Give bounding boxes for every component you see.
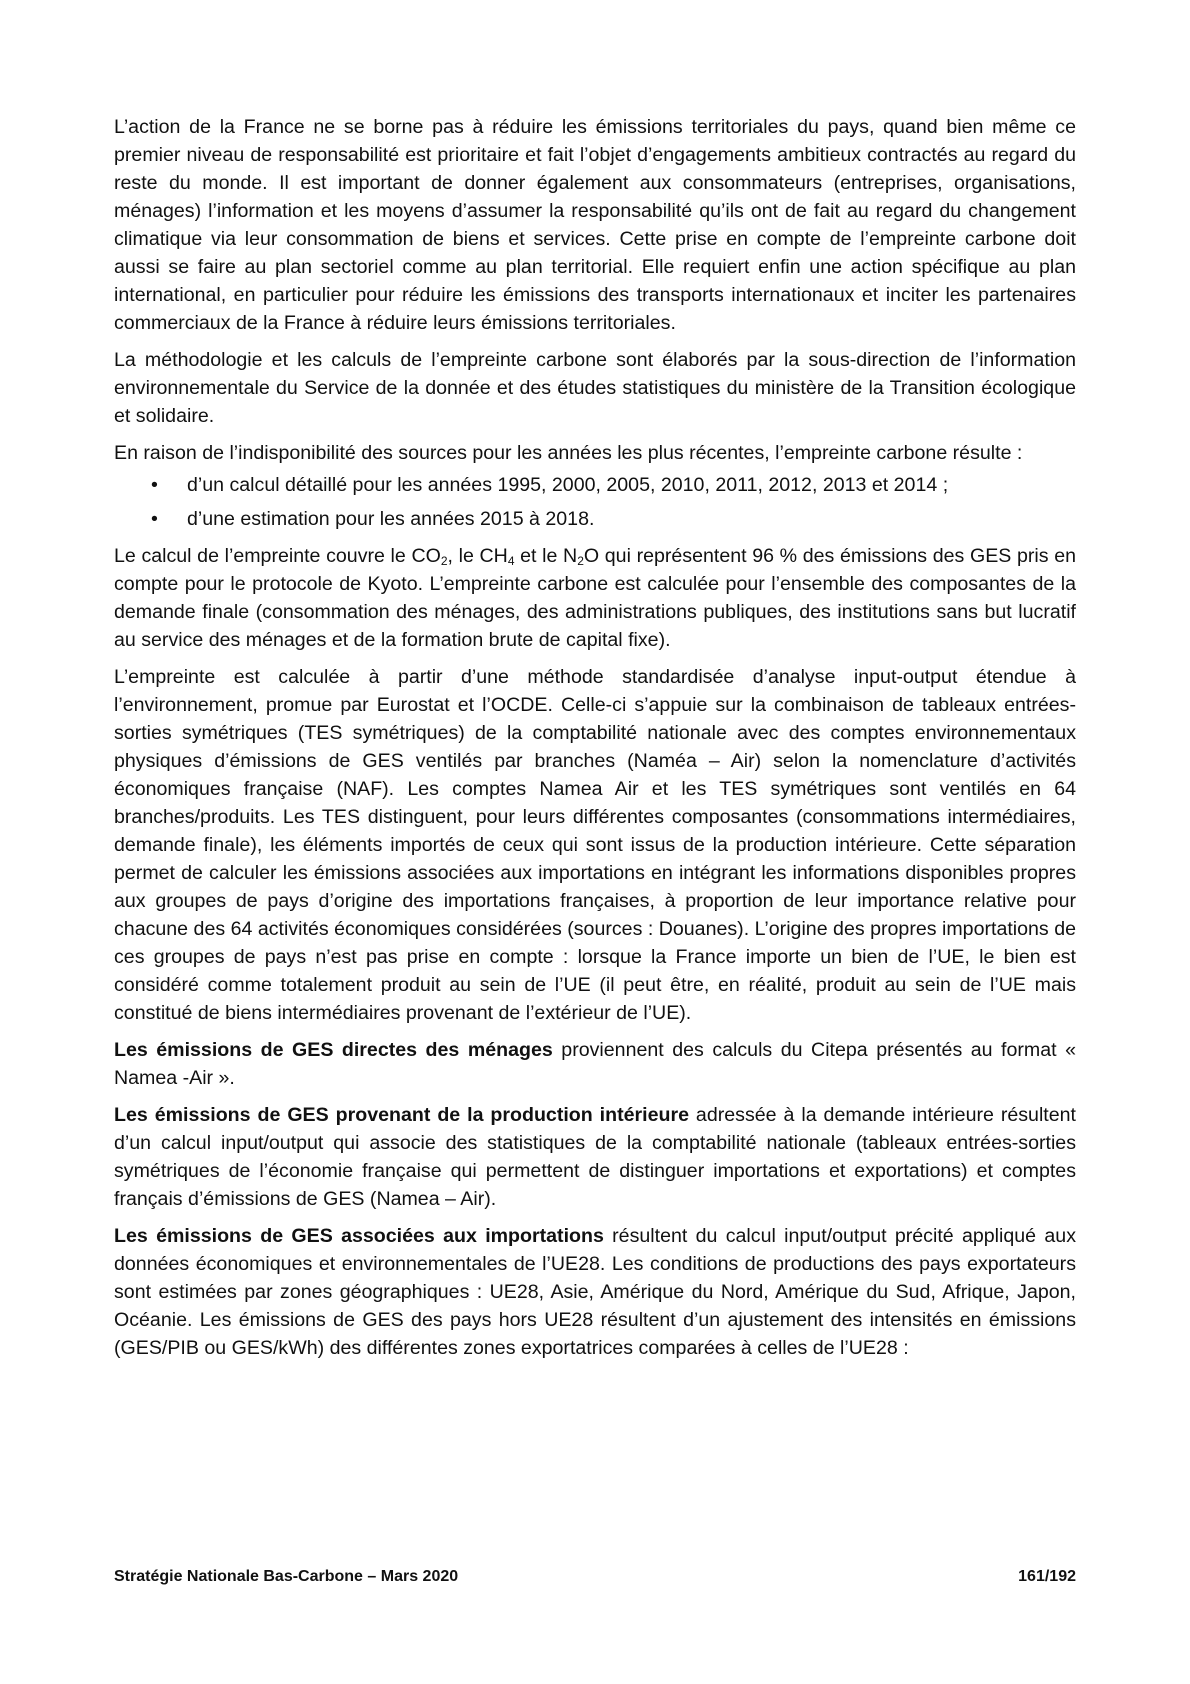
text-run: , le CH (447, 545, 508, 567)
text-run: et le N (514, 545, 578, 567)
paragraph-domestic-production (114, 1101, 1076, 1213)
paragraph-household-emissions (114, 1036, 1076, 1092)
bold-lead: Les émissions de GES provenant de la production intérieure (114, 1104, 689, 1126)
paragraph-methodology: La méthodologie et les calculs de l’empreinte carbone sont élaborés par la sous-direction de l’information environnementale du Service de la donnée et des études statistiques du ministère de la Transition écologique et solidaire. (114, 349, 1076, 427)
bullet-icon: • (151, 474, 158, 496)
page-number: 161/192 (1018, 1568, 1076, 1585)
text-run: résultent du calcul input/output précité appliqué aux données économiques et environnementales de l’UE28. Les conditions de productions des pays exportateurs sont estimées par zones géographiques : UE28, Asie, Amérique du Nord, Amérique du Sud, Afrique, Japon, Océanie. Les émissions de GES des pays hors UE28 résultent d’un ajustement des intensités en émissions (GES/PIB ou GES/kWh) des différentes zones exportatrices comparées à celles de l’UE28 : (114, 1225, 1076, 1359)
paragraph-france-action: L’action de la France ne se borne pas à réduire les émissions territoriales du pays, quand bien même ce premier niveau de responsabilité est prioritaire et fait l’objet d’engagements ambitieux contractés au regard du reste du monde. Il est important de donner également aux consommateurs (entreprises, organisations, ménages) l’information et les moyens d’assumer la responsabilité qu’ils ont de fait au regard du changement climatique via leur consommation de biens et services. Cette prise en compte de l’empreinte carbone doit aussi se faire au plan sectoriel comme au plan territorial. Elle requiert enfin une action spécifique au plan international, en particulier pour réduire les émissions des transports internationaux et inciter les partenaires commerciaux de la France à réduire leurs émissions territoriales. (114, 116, 1076, 334)
list-item (114, 505, 1076, 533)
subscript: 2 (577, 554, 584, 568)
bold-lead: Les émissions de GES associées aux importations (114, 1225, 604, 1247)
text-run: Le calcul de l’empreinte couvre le CO (114, 545, 441, 567)
paragraph-gases-covered (114, 542, 1076, 654)
bullet-icon: • (151, 508, 158, 530)
list-item (114, 471, 1076, 499)
page-footer (114, 1564, 1076, 1590)
paragraph-sources: En raison de l’indisponibilité des sources pour les années les plus récentes, l’empreinte carbone résulte : (114, 442, 1023, 464)
footer-document-title: Stratégie Nationale Bas-Carbone – Mars 2020 (114, 1568, 459, 1585)
body-text (114, 113, 1076, 1371)
text-run: adressée à la demande intérieure résultent d’un calcul input/output qui associe des statistiques de la comptabilité nationale (tableaux entrées-sorties symétriques de l’économie française qui permettent de distinguer importations et exportations) et comptes français d’émissions de GES (Namea – Air). (114, 1104, 1076, 1210)
text-run: proviennent des calculs du Citepa présentés au format « Namea -Air ». (114, 1039, 1076, 1089)
bold-lead: Les émissions de GES directes des ménages (114, 1039, 553, 1061)
paragraph-imports (114, 1222, 1076, 1362)
subscript: 4 (507, 554, 515, 568)
bullet-list (114, 471, 1076, 533)
list-item-text: d’un calcul détaillé pour les années 1995, 2000, 2005, 2010, 2011, 2012, 2013 et 2014 ; (187, 474, 949, 496)
subscript: 2 (440, 554, 448, 568)
text-run: O qui représentent 96 % des émissions des GES pris en compte pour le protocole de Kyoto. L’empreinte carbone est calculée pour l’ensemble des composantes de la demande finale (consommation des ménages, des administrations publiques, des institutions sans but lucratif au service des ménages et de la formation brute de capital fixe). (114, 545, 1076, 651)
paragraph-input-output-method: L’empreinte est calculée à partir d’une méthode standardisée d’analyse input-output étendue à l’environnement, promue par Eurostat et l’OCDE. Celle-ci s’appuie sur la combinaison de tableaux entrées-sorties symétriques (TES symétriques) de la comptabilité nationale avec des comptes environnementaux physiques d’émissions de GES ventilés par branches (Naméa – Air) selon la nomenclature d’activités économiques française (NAF). Les comptes Namea Air et les TES symétriques sont ventilés en 64 branches/produits. Les TES distinguent, pour leurs différentes composantes (consommations intermédiaires, demande finale), les éléments importés de ceux qui sont issus de la production intérieure. Cette séparation permet de calculer les émissions associées aux importations en intégrant les informations disponibles propres aux groupes de pays d’origine des importations françaises, à proportion de leur importance relative pour chacune des 64 activités économiques considérées (sources : Douanes). L’origine des propres importations de ces groupes de pays n’est pas prise en compte : lorsque la France importe un bien de l’UE, le bien est considéré comme totalement produit au sein de l’UE (il peut être, en réalité, produit au sein de l’UE mais constitué de biens intermédiaires provenant de l’extérieur de l’UE). (114, 666, 1076, 1024)
list-item-text: d’une estimation pour les années 2015 à 2018. (187, 508, 595, 530)
